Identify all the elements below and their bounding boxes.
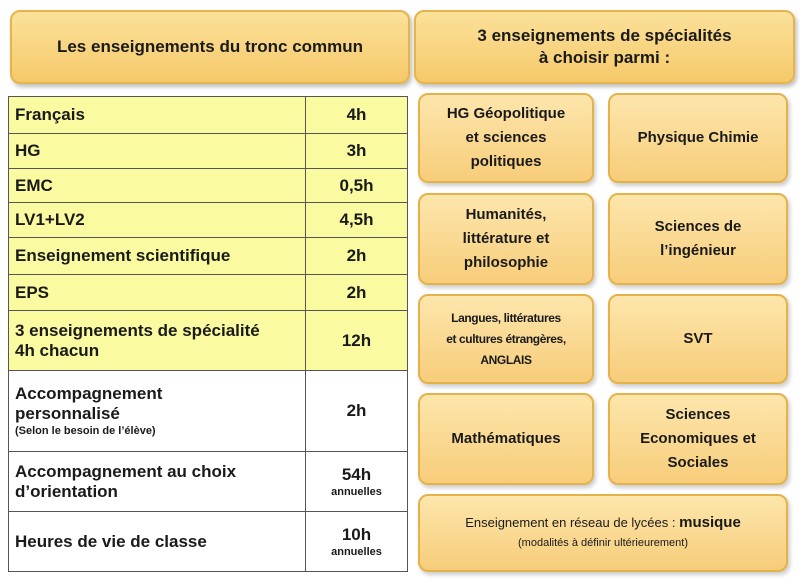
specialite-line: Physique Chimie <box>637 129 759 146</box>
subject-cell: EPS <box>9 275 306 311</box>
subject-cell: LV1+LV2 <box>9 203 306 238</box>
enseignement-reseau-musique <box>418 494 788 572</box>
subject-line1: Accompagnement <box>15 384 163 403</box>
subject-cell: EMC <box>9 169 306 203</box>
specialites-title-line2: à choisir parmi : <box>538 48 671 67</box>
specialite-line: l’ingénieur <box>660 242 736 259</box>
subject-cell: Enseignement scientifique <box>9 238 306 275</box>
specialite-line: HG Géopolitique <box>446 105 566 122</box>
reseau-musique: musique <box>679 514 741 531</box>
hours-cell: 2h <box>306 371 408 452</box>
hours-cell: 4,5h <box>306 203 408 238</box>
hours-cell: 2h <box>306 275 408 311</box>
subject-line2: d’orientation <box>15 481 118 501</box>
hours-cell: 3h <box>306 134 408 169</box>
specialite-langues <box>418 294 594 384</box>
subject-cell: Français <box>9 97 306 134</box>
specialite-line: SVT <box>683 330 713 347</box>
subject-cell <box>9 452 306 512</box>
table-row <box>9 371 408 452</box>
specialite-line: Sociales <box>667 454 729 471</box>
specialite-line: Sciences <box>665 406 731 423</box>
hours-note: annuelles <box>331 485 382 498</box>
subject-cell <box>9 311 306 371</box>
hours-cell: 12h <box>306 311 408 371</box>
subject-line1: Accompagnement au choix <box>15 461 237 481</box>
specialite-line: ANGLAIS <box>480 352 532 367</box>
hours-value: 10h <box>341 524 372 544</box>
specialite-line: Humanités, <box>465 206 547 223</box>
specialites-title-line1: 3 enseignements de spécialités <box>477 26 732 45</box>
table-row <box>9 238 408 275</box>
specialite-humanites <box>418 193 594 285</box>
specialite-line: Sciences de <box>654 218 742 235</box>
tronc-commun-header <box>10 10 410 84</box>
subject-note: (Selon le besoin de l’élève) <box>15 425 156 437</box>
table-row <box>9 512 408 572</box>
specialite-line: philosophie <box>463 254 549 271</box>
hours-cell <box>306 512 408 572</box>
table-row <box>9 203 408 238</box>
specialite-line: et cultures étrangères, <box>446 331 566 346</box>
hours-note: annuelles <box>331 545 382 558</box>
subject-cell: HG <box>9 134 306 169</box>
specialite-line: politiques <box>470 153 542 170</box>
tronc-commun-title: Les enseignements du tronc commun <box>56 37 364 56</box>
specialites-header <box>414 10 795 84</box>
tronc-commun-table <box>8 96 408 572</box>
hours-value: 54h <box>341 464 372 484</box>
specialite-line: littérature et <box>462 230 550 247</box>
table-row <box>9 275 408 311</box>
specialite-line: Langues, littératures <box>451 310 561 325</box>
reseau-note: (modalités à définir ultérieurement) <box>518 537 688 549</box>
subject-line2: personnalisé <box>15 404 120 423</box>
hours-cell: 0,5h <box>306 169 408 203</box>
subject-cell <box>9 371 306 452</box>
specialite-ses <box>608 393 788 485</box>
subject-cell: Heures de vie de classe <box>9 512 306 572</box>
specialite-line: Economiques et <box>640 430 756 447</box>
table-row <box>9 97 408 134</box>
reseau-prefix: Enseignement en réseau de lycées : <box>465 515 676 530</box>
subject-line2: 4h chacun <box>15 340 100 360</box>
table-row <box>9 169 408 203</box>
table-row <box>9 452 408 512</box>
specialite-svt <box>608 294 788 384</box>
specialite-hg-geopolitique <box>418 93 594 183</box>
specialite-line: et sciences <box>465 129 547 146</box>
subject-line1: 3 enseignements de spécialité <box>15 320 260 340</box>
table-row <box>9 134 408 169</box>
specialite-line: Mathématiques <box>451 430 561 447</box>
hours-cell: 4h <box>306 97 408 134</box>
specialite-sciences-ingenieur <box>608 193 788 285</box>
table-row <box>9 311 408 371</box>
hours-cell <box>306 452 408 512</box>
hours-cell: 2h <box>306 238 408 275</box>
specialite-physique-chimie <box>608 93 788 183</box>
specialite-mathematiques <box>418 393 594 485</box>
